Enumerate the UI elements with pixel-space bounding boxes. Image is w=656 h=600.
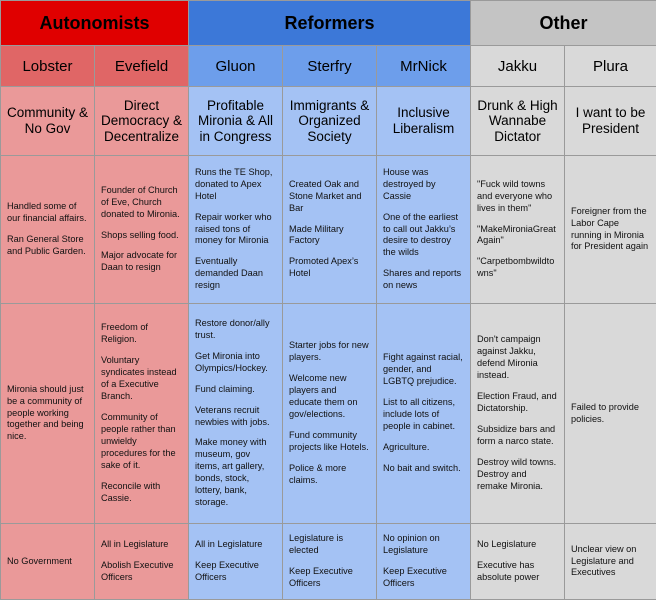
candidate-motto: Community & No Gov — [1, 87, 95, 156]
cell-paragraph: One of the earliest to call out Jakku’s desire to destroy the wilds — [383, 211, 459, 258]
cell-paragraph: Handled some of our financial affairs. — [7, 201, 87, 224]
cell-paragraph: Failed to provide policies. — [571, 401, 639, 424]
government-cell — [95, 524, 189, 600]
cell-paragraph: Restore donor/ally trust. — [195, 317, 270, 340]
cell-paragraph: Reconcile with Cassie. — [101, 480, 161, 503]
government-cell — [471, 524, 565, 600]
candidate-motto: Inclusive Liberalism — [377, 87, 471, 156]
cell-paragraph: List to all citizens, include lots of people in cabinet. — [383, 397, 456, 431]
cell-paragraph: Repair worker who raised tons of money for Mironia — [195, 211, 272, 246]
cell-paragraph: All in Legislature — [101, 539, 169, 550]
policies-cell — [1, 304, 95, 524]
candidate-name: Plura — [565, 46, 656, 87]
background-cell — [377, 156, 471, 304]
background-row — [1, 156, 656, 304]
candidate-motto: I want to be President — [565, 87, 656, 156]
candidate-motto: Immigrants & Organized Society — [283, 87, 377, 156]
cell-paragraph: Election Fraud, and Dictatorship. — [477, 391, 557, 414]
cell-paragraph: Keep Executive Officers — [195, 560, 259, 582]
cell-paragraph: Eventually demanded Daan resign — [195, 256, 263, 291]
government-cell — [377, 524, 471, 600]
cell-paragraph: Foreigner from the Labor Cape running in Mironia for President again — [571, 205, 649, 252]
background-cell — [283, 156, 377, 304]
cell-paragraph: Made Military Factory — [289, 223, 344, 246]
candidate-motto: Drunk & High Wannabe Dictator — [471, 87, 565, 156]
candidate-motto: Profitable Mironia & All in Congress — [189, 87, 283, 156]
policies-cell — [565, 304, 656, 524]
cell-paragraph: Major advocate for Daan to resign — [101, 250, 178, 273]
policies-cell — [283, 304, 377, 524]
cell-paragraph: Unclear view on Legislature and Executives — [571, 543, 637, 578]
group-other: Other — [471, 1, 656, 46]
cell-paragraph: Fund claiming. — [195, 383, 255, 394]
cell-paragraph: No bait and switch. — [383, 462, 461, 473]
candidate-name: Jakku — [471, 46, 565, 87]
policies-row — [1, 304, 656, 524]
government-cell — [283, 524, 377, 600]
cell-paragraph: All in Legislature — [195, 539, 263, 550]
policies-cell — [95, 304, 189, 524]
cell-paragraph: Voluntary syndicates instead of a Executive Branch. — [101, 355, 177, 402]
cell-paragraph: Ran General Store and Public Garden. — [7, 234, 86, 256]
cell-paragraph: Agriculture. — [383, 441, 430, 452]
policies-cell — [189, 304, 283, 524]
cell-paragraph: Abolish Executive Officers — [101, 560, 174, 582]
background-cell — [565, 156, 656, 304]
group-reformers: Reformers — [189, 1, 471, 46]
policies-cell — [471, 304, 565, 524]
cell-paragraph: House was destroyed by Cassie — [383, 166, 436, 201]
cell-paragraph: Shops selling food. — [101, 229, 179, 240]
background-cell — [471, 156, 565, 304]
cell-paragraph: Get Mironia into Olympics/Hockey. — [195, 350, 268, 373]
government-cell — [1, 524, 95, 600]
government-row — [1, 524, 656, 600]
government-cell — [565, 524, 656, 600]
cell-paragraph: Freedom of Religion. — [101, 322, 148, 345]
candidate-name: Evefield — [95, 46, 189, 87]
cell-paragraph: Keep Executive Officers — [289, 566, 353, 588]
background-cell — [1, 156, 95, 304]
background-cell — [189, 156, 283, 304]
cell-paragraph: "MakeMironiaGreat Again" — [477, 223, 556, 246]
candidate-name: Gluon — [189, 46, 283, 87]
cell-paragraph: Don't campaign against Jakku, defend Mironia instead. — [477, 334, 541, 381]
candidate-name: Lobster — [1, 46, 95, 87]
candidate-motto: Direct Democracy & Decentralize — [95, 87, 189, 156]
policies-cell — [377, 304, 471, 524]
cell-paragraph: No opinion on Legislature — [383, 533, 440, 556]
cell-paragraph: Founder of Church of Eve, Church donated to Mironia. — [101, 184, 180, 219]
candidate-name: MrNick — [377, 46, 471, 87]
candidate-name-row — [1, 46, 656, 87]
cell-paragraph: Destroy wild towns. Destroy and remake Mironia. — [477, 456, 557, 491]
cell-paragraph: No Legislature — [477, 539, 537, 550]
cell-paragraph: Veterans recruit newbies with jobs. — [195, 404, 270, 427]
cell-paragraph: Created Oak and Stone Market and Bar — [289, 178, 362, 213]
cell-paragraph: Starter jobs for new players. — [289, 340, 369, 363]
cell-paragraph: "Fuck wild towns and everyone who lives in them" — [477, 178, 553, 213]
group-header-row — [1, 1, 656, 46]
government-cell — [189, 524, 283, 600]
cell-paragraph: Legislature is elected — [289, 533, 344, 556]
cell-paragraph: Fund community projects like Hotels. — [289, 429, 369, 452]
cell-paragraph: Community of people rather than unwieldy procedures for the sake of it. — [101, 412, 176, 470]
cell-paragraph: Keep Executive Officers — [383, 566, 447, 588]
cell-paragraph: "Carpetbombwildto wns" — [477, 256, 555, 279]
cell-paragraph: Make money with museum, gov items, art gallery, bonds, stock, lottery, bank, storage. — [195, 437, 267, 508]
cell-paragraph: Police & more claims. — [289, 462, 347, 485]
group-autonomists: Autonomists — [1, 1, 189, 46]
cell-paragraph: Executive has absolute power — [477, 560, 540, 582]
cell-paragraph: Fight against racial, gender, and LGBTQ prejudice. — [383, 352, 463, 387]
cell-paragraph: No Government — [7, 555, 72, 566]
cell-paragraph: Subsidize bars and form a narco state. — [477, 423, 556, 446]
cell-paragraph: Mironia should just be a community of people working together and being nice. — [7, 383, 84, 442]
cell-paragraph: Runs the TE Shop, donated to Apex Hotel — [195, 166, 273, 201]
background-cell — [95, 156, 189, 304]
cell-paragraph: Welcome new players and educate them on gov/elections. — [289, 373, 358, 419]
motto-row — [1, 87, 656, 156]
cell-paragraph: Promoted Apex’s Hotel — [289, 256, 359, 279]
candidate-name: Sterfry — [283, 46, 377, 87]
cell-paragraph: Shares and reports on news — [383, 268, 462, 291]
